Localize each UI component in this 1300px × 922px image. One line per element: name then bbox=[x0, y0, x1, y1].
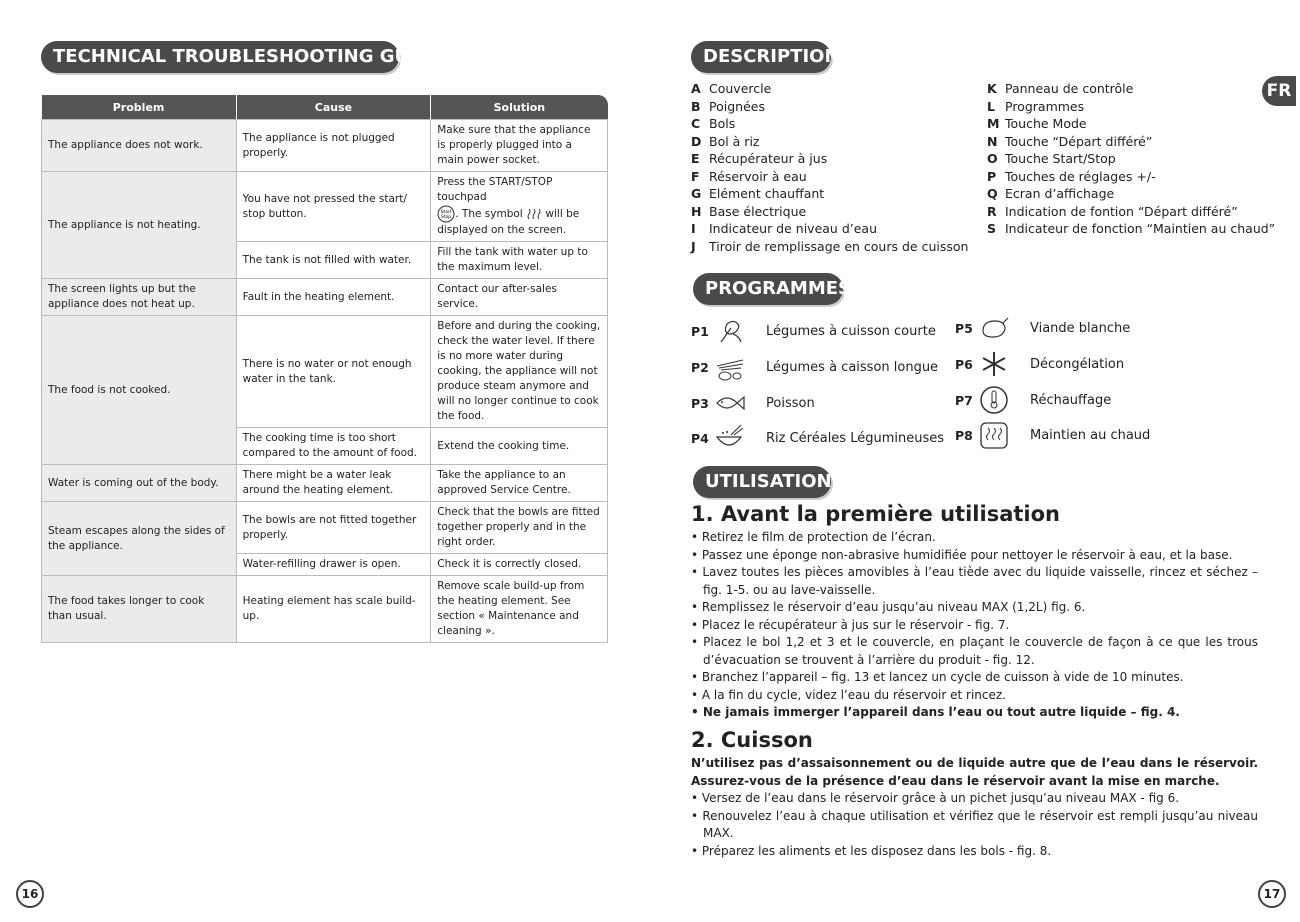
table-row bbox=[42, 279, 608, 316]
solution-cell: Make sure that the appliance is properly plugged into a main power socket. bbox=[431, 120, 608, 172]
list-item: E Récupérateur à jus bbox=[691, 151, 828, 166]
utilisation-title: UTILISATION bbox=[693, 466, 831, 498]
list-item: B Poignées bbox=[691, 98, 765, 114]
header-solution: Solution bbox=[431, 95, 608, 120]
table-row bbox=[42, 172, 608, 242]
programmes-title: PROGRAMMES bbox=[693, 273, 843, 305]
solution-cell: Check it is correctly closed. bbox=[431, 554, 608, 576]
solution-cell: Before and during the cooking, check the water level. If there is no more water during cooking, the appliance will not produce steam anymore and will no longer continue to cook the food. bbox=[431, 316, 608, 428]
list-item: P Touches de réglages +/- bbox=[987, 168, 1156, 184]
cause-cell: There might be a water leak around the heating element. bbox=[236, 465, 431, 502]
table-row bbox=[42, 316, 608, 428]
problem-cell: The appliance is not heating. bbox=[42, 172, 237, 279]
description-list-col1 bbox=[691, 80, 968, 255]
steam-icon bbox=[977, 420, 1011, 450]
cause-cell: The appliance is not plugged properly. bbox=[236, 120, 431, 172]
section2-list bbox=[691, 755, 1258, 860]
solution-text: Press the START/STOP touchpad bbox=[437, 176, 553, 203]
list-item: • Lavez toutes les pièces amovibles à l’eau tiède avec du liquide vaisselle, rincez et séchez – fig. 1-5. ou au lave-vaisselle. bbox=[691, 565, 1258, 597]
snowflake-icon bbox=[977, 349, 1011, 379]
problem-cell: The screen lights up but the appliance does not heat up. bbox=[42, 279, 237, 316]
vegetables-icon bbox=[713, 352, 747, 382]
section1-list bbox=[691, 529, 1258, 722]
leaf-icon bbox=[713, 316, 747, 346]
section2-intro: N’utilisez pas d’assaisonnement ou de liquide autre que de l’eau dans le réservoir. Assurez-vous de la présence d’eau dans le réservoir avant la mise en marche. bbox=[691, 756, 1258, 788]
problem-cell: The food is not cooked. bbox=[42, 316, 237, 465]
list-item: H Base électrique bbox=[691, 203, 807, 219]
solution-cell: Fill the tank with water up to the maximum level. bbox=[431, 242, 608, 279]
chicken-icon bbox=[977, 313, 1011, 343]
list-item: L Programmes bbox=[987, 98, 1085, 114]
troubleshooting-table bbox=[41, 95, 608, 643]
programme-item: P1 Légumes à cuisson courte bbox=[691, 316, 941, 346]
solution-cell: Contact our after-sales service. bbox=[431, 279, 608, 316]
problem-cell: Steam escapes along the sides of the appliance. bbox=[42, 502, 237, 576]
rice-bowl-icon bbox=[713, 423, 747, 453]
header-cause: Cause bbox=[236, 95, 431, 120]
cause-cell: The cooking time is too short compared to the amount of food. bbox=[236, 428, 431, 465]
cause-cell: There is no water or not enough water in the tank. bbox=[236, 316, 431, 428]
programme-item: P4 Riz Céréales Légumineuses bbox=[691, 423, 941, 453]
solution-cell: Take the appliance to an approved Service Centre. bbox=[431, 465, 608, 502]
list-item: • Placez le bol 1,2 et 3 et le couvercle, en plaçant le couvercle de façon à ce que les trous d’évacuation se trouvent à l’arrière du produit - fig. 12. bbox=[691, 635, 1258, 667]
programme-item: P3 Poisson bbox=[691, 388, 941, 418]
programme-item: P5 Viande blanche bbox=[955, 313, 1205, 343]
list-item: K Panneau de contrôle bbox=[987, 81, 1134, 96]
page-number-right: 17 bbox=[1258, 880, 1286, 908]
list-item: • Branchez l’appareil – fig. 13 et lancez un cycle de cuisson à vide de 10 minutes. bbox=[691, 670, 1184, 684]
list-item: J Tiroir de remplissage en cours de cuisson bbox=[691, 238, 969, 254]
solution-cell: Extend the cooking time. bbox=[431, 428, 608, 465]
programme-item: P7 Réchauffage bbox=[955, 385, 1205, 415]
list-item: A Couvercle bbox=[691, 81, 772, 96]
cause-cell: Fault in the heating element. bbox=[236, 279, 431, 316]
start-stop-start-label: Start bbox=[440, 210, 452, 215]
problem-cell: The appliance does not work. bbox=[42, 120, 237, 172]
table-row bbox=[42, 502, 608, 554]
thermometer-icon bbox=[977, 385, 1011, 415]
page-number-left: 16 bbox=[16, 880, 44, 908]
section2-heading: 2. Cuisson bbox=[691, 728, 813, 752]
header-problem: Problem bbox=[42, 95, 237, 120]
solution-text: will be displayed on the screen. bbox=[437, 208, 580, 236]
list-item: C Bols bbox=[691, 116, 736, 131]
cause-cell: The tank is not filled with water. bbox=[236, 242, 431, 279]
solution-cell: Check that the bowls are fitted together properly and in the right order. bbox=[431, 502, 608, 554]
list-item: G Elément chauffant bbox=[691, 186, 825, 201]
list-item: Q Ecran d’affichage bbox=[987, 186, 1115, 201]
steam-symbol-icon bbox=[526, 208, 542, 220]
solution-cell: Remove scale build-up from the heating element. See section « Maintenance and cleaning ». bbox=[431, 576, 608, 643]
solution-cell bbox=[431, 172, 608, 242]
table-row bbox=[42, 576, 608, 643]
list-item: M Touche Mode bbox=[987, 116, 1087, 131]
section1-heading: 1. Avant la première utilisation bbox=[691, 502, 1060, 526]
list-item: R Indication de fontion “Départ différé” bbox=[987, 203, 1238, 219]
list-item: • Versez de l’eau dans le réservoir grâce à un pichet jusqu’au niveau MAX - fig 6. bbox=[691, 791, 1180, 805]
start-stop-stop-label: Stop bbox=[441, 215, 452, 220]
list-item: • Renouvelez l’eau à chaque utilisation et vérifiez que le réservoir est rempli jusqu’au niveau MAX. bbox=[691, 808, 1258, 840]
list-item: O Touche Start/Stop bbox=[987, 151, 1116, 166]
list-item: I Indicateur de niveau d’eau bbox=[691, 221, 877, 236]
programme-item: P2 Légumes à caisson longue bbox=[691, 352, 941, 382]
list-item: • Placez le récupérateur à jus sur le réservoir - fig. 7. bbox=[691, 617, 1010, 632]
list-item: • Retirez le film de protection de l’écran. bbox=[691, 530, 936, 544]
solution-text: . The symbol bbox=[455, 208, 523, 220]
list-item: F Réservoir à eau bbox=[691, 168, 807, 184]
list-item: N Touche “Départ différé” bbox=[987, 133, 1153, 149]
start-stop-icon bbox=[437, 205, 455, 223]
list-item: • Remplissez le réservoir d’eau jusqu’au niveau MAX (1,2L) fig. 6. bbox=[691, 600, 1086, 614]
problem-cell: The food takes longer to cook than usual. bbox=[42, 576, 237, 643]
problem-cell: Water is coming out of the body. bbox=[42, 465, 237, 502]
list-item: • Passez une éponge non-abrasive humidifiée pour nettoyer le réservoir à eau, et la base. bbox=[691, 547, 1233, 562]
cause-cell: The bowls are not fitted together properly. bbox=[236, 502, 431, 554]
table-row bbox=[42, 120, 608, 172]
warning-item: • Ne jamais immerger l’appareil dans l’eau ou tout autre liquide – fig. 4. bbox=[691, 705, 1180, 719]
cause-cell: Water-refilling drawer is open. bbox=[236, 554, 431, 576]
list-item: D Bol à riz bbox=[691, 133, 760, 149]
troubleshooting-title: TECHNICAL TROUBLESHOOTING GUIDE bbox=[41, 41, 399, 73]
list-item: • A la fin du cycle, videz l’eau du réservoir et rincez. bbox=[691, 687, 1006, 702]
cause-cell: You have not pressed the start/ stop button. bbox=[236, 172, 431, 242]
list-item: S Indicateur de fonction “Maintien au chaud” bbox=[987, 221, 1276, 236]
table-row bbox=[42, 465, 608, 502]
description-list-col2 bbox=[987, 80, 1275, 238]
programme-item: P6 Décongélation bbox=[955, 349, 1205, 379]
programme-item: P8 Maintien au chaud bbox=[955, 420, 1205, 450]
table-header-row bbox=[42, 95, 608, 120]
fish-icon bbox=[713, 388, 747, 418]
cause-cell: Heating element has scale build-up. bbox=[236, 576, 431, 643]
list-item: • Préparez les aliments et les disposez dans les bols - fig. 8. bbox=[691, 843, 1052, 858]
language-tab: FR bbox=[1262, 76, 1296, 106]
description-title: DESCRIPTION bbox=[691, 41, 831, 73]
